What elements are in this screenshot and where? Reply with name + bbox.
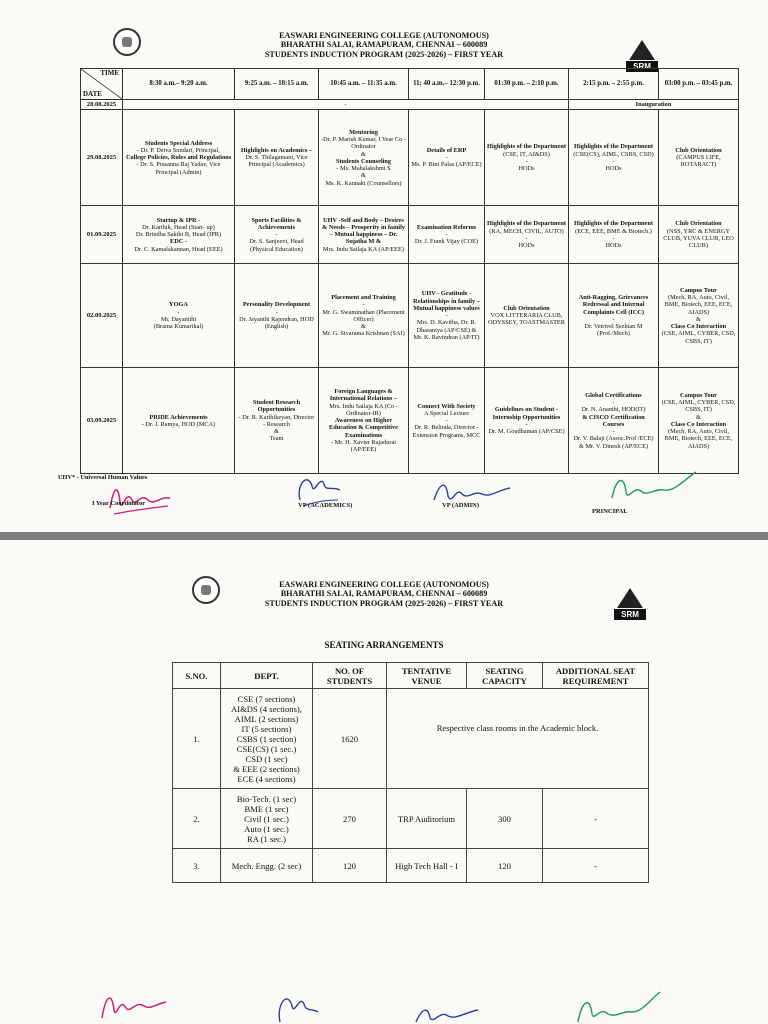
- session-text: -: [612, 234, 615, 242]
- session-text: &: [361, 323, 366, 331]
- session-cell: [659, 264, 739, 368]
- session-text: Dr. Jayanthi Rajendran, HOD (English): [239, 315, 314, 331]
- session-cell: [319, 206, 409, 264]
- session-text: Dr. R. Belinda, Director - Extension Programs, MCC: [412, 424, 481, 439]
- session-text: (CSE, IT, AI&DS): [503, 150, 550, 158]
- session-text: (CSE(CS), AIML, CSBS, CSD): [573, 150, 654, 158]
- srm-logo: SRM: [626, 40, 658, 72]
- session-text: College Policies, Rules and Regulations: [125, 154, 232, 162]
- col-students: NO. OF STUDENTS: [313, 663, 387, 689]
- session-text: Highlights on Academics –: [240, 146, 313, 154]
- session-text: Global Certifications: [585, 391, 642, 399]
- session-cell: [123, 110, 235, 206]
- session-text: -: [275, 231, 278, 239]
- uhv-footnote: UHV* - Universal Human Values: [58, 474, 148, 481]
- session-cell: [319, 110, 409, 206]
- session-cell: [123, 368, 235, 474]
- table-row: [81, 110, 739, 206]
- time-date-corner: TIME DATE: [81, 69, 123, 100]
- session-text: -: [177, 308, 180, 316]
- signature-principal: [572, 988, 662, 1024]
- capacity: 120: [467, 849, 543, 883]
- session-text: Mr. Dayanithi: [160, 315, 197, 323]
- college-address: BHARATHI SALAI, RAMAPURAM, CHENNAI – 600089: [280, 589, 488, 599]
- session-text: -: [525, 157, 528, 165]
- session-text: (CSE, AIML, CYBER, CSD, CSBS, IT): [661, 398, 736, 414]
- session-text: Dr. S. Thilagamani, Vice Principal (Academics): [245, 154, 308, 169]
- inauguration-row: [81, 100, 739, 110]
- session-text: &: [361, 172, 366, 180]
- session-cell: [123, 264, 235, 368]
- session-text: Awareness on Higher Education & Competitive Examinations: [329, 417, 398, 439]
- session-text: -: [445, 154, 448, 162]
- label-vp-admin: VP (ADMIN): [442, 502, 480, 509]
- session-text: Dr. V. Balaji (Assoc.Prof /ECE): [573, 435, 654, 443]
- session-text: Student Research Opportunities: [252, 398, 301, 414]
- slot-6: 2:15 p.m. – 2:55 p.m.: [569, 69, 659, 100]
- session-cell: [409, 206, 485, 264]
- session-text: &: [274, 428, 279, 436]
- table-row: [173, 849, 649, 883]
- session-text: HODs: [605, 242, 622, 250]
- table-row: [81, 368, 739, 474]
- college-name: EASWARI ENGINEERING COLLEGE (AUTONOMOUS): [279, 31, 489, 40]
- session-text: Highlights of the Department: [487, 143, 566, 151]
- session-cell: [569, 264, 659, 368]
- session-text: &: [696, 315, 701, 323]
- session-text: (Brama Kumarikal): [153, 323, 204, 331]
- session-text: -Dr. P. Marish Kumar, I Year Co -Ordinator: [321, 135, 406, 151]
- session-text: Sports Facilities & Achievements: [251, 216, 302, 231]
- session-cell: [485, 206, 569, 264]
- session-text: Class Co Interaction: [670, 323, 727, 331]
- session-text: Guidelines on Student - Internship Opportunities: [492, 406, 561, 421]
- session-cell: [235, 368, 319, 474]
- seating-header-row: [173, 663, 649, 689]
- row-date: 03.09.2025: [81, 368, 123, 474]
- inauguration-blank: -: [123, 100, 569, 110]
- additional: -: [543, 849, 649, 883]
- student-count: 270: [313, 789, 387, 849]
- session-cell: [319, 368, 409, 474]
- table-row: [81, 264, 739, 368]
- slot-1: 8:30 a.m.– 9:20 a.m.: [123, 69, 235, 100]
- session-text: - Dr. J. Ramya, HOD (MCA): [141, 420, 216, 428]
- session-text: (NSS, YRC & ENERGY CLUB, YUVA CLUB, LEO CLUB): [663, 227, 734, 250]
- session-text: Startup & IPR -: [156, 216, 201, 224]
- session-text: -: [525, 420, 528, 428]
- venue: High Tech Hall - I: [387, 849, 467, 883]
- college-name: EASWARI ENGINEERING COLLEGE (AUTONOMOUS): [279, 580, 489, 589]
- seating-table: [172, 662, 649, 883]
- seating-title: SEATING ARRANGEMENTS: [324, 640, 444, 650]
- session-cell: [485, 264, 569, 368]
- program-title: STUDENTS INDUCTION PROGRAM (2025-2026) – FIRST YEAR: [264, 49, 504, 59]
- session-text: Ms. K. Kannaki (Counsellors): [325, 179, 402, 187]
- session-text: & Mr. V. Dinesh (AP/ECE): [578, 442, 649, 450]
- session-text: Personality Development: [242, 301, 311, 309]
- session-text: &: [696, 413, 701, 421]
- signature-vp-academics: [272, 986, 322, 1024]
- student-count: 120: [313, 849, 387, 883]
- session-text: A Special Lecture: [423, 409, 470, 417]
- session-text: Mrs. D. Kavitha, Dr. R. Dharaniya (AP/CSE) &: [416, 319, 477, 334]
- session-text: Examination Reforms: [416, 223, 477, 231]
- session-text: (CAMPUS LIFE, ROTARACT): [676, 154, 721, 169]
- table-row: [81, 206, 739, 264]
- session-text: Mr. K. Ravindran (AP/IT): [413, 334, 480, 342]
- session-text: Club Orientation: [675, 146, 722, 154]
- col-additional: ADDITIONAL SEAT REQUIREMENT: [543, 663, 649, 689]
- slot-5: 01:30 p.m. – 2:10 p.m.: [485, 69, 569, 100]
- seating-page: [0, 540, 768, 1024]
- session-cell: [659, 110, 739, 206]
- label-principal: PRINCIPAL: [592, 508, 628, 515]
- inauguration-label: Inauguration: [569, 100, 739, 110]
- session-text: (CSE, AIML, CYBER, CSD, CSBS, IT): [661, 330, 736, 345]
- session-text: Campus Tour: [680, 286, 717, 294]
- session-text: Dr. N. Ananthi, HOD(IT): [581, 406, 646, 414]
- row-date: 02.09.2025: [81, 264, 123, 368]
- session-text: (Mech, RA, Auto, Civil, BME, Biotech, EEE, ECE, AIADS): [664, 428, 733, 450]
- signature-vp-admin: [412, 1004, 482, 1024]
- session-text: -: [612, 315, 615, 323]
- session-text: -: [445, 312, 448, 320]
- signature-coordinator: [96, 984, 170, 1024]
- venue: TRP Auditorium: [387, 789, 467, 849]
- session-text: - Dr. R. Karthikeyan, Director - Research: [238, 413, 315, 428]
- session-text: Dr. C. Kamalakannan, Head (EEE): [134, 245, 223, 253]
- row-date: 28.08.2025: [81, 100, 123, 110]
- session-text: Dr. Brindha Sakthi B, Head (IPR): [135, 231, 222, 239]
- session-text: Dr. M. Goudhaman (AP/CSE): [488, 428, 565, 436]
- session-text: - Ms. Mahalakshmi S: [336, 165, 391, 173]
- capacity: 300: [467, 789, 543, 849]
- signature-principal: [604, 466, 700, 510]
- session-text: (ECE, EEE, BME & Biotech.): [575, 227, 652, 235]
- session-cell: [485, 110, 569, 206]
- session-cell: [569, 368, 659, 474]
- col-dept: DEPT.: [221, 663, 313, 689]
- session-text: - Dr. P. Deiva Sundari, Principal,: [137, 146, 220, 154]
- slot-4: 11: 40 a.m.– 12:30 p.m.: [409, 69, 485, 100]
- session-cell: [235, 264, 319, 368]
- session-cell: [409, 110, 485, 206]
- induction-timetable: [80, 68, 739, 474]
- session-text: Highlights of the Department: [574, 220, 653, 228]
- slot-7: 03:00 p.m. – 03:45 p.m.: [659, 69, 739, 100]
- session-text: Highlights of the Department: [487, 220, 566, 228]
- sno: 2.: [173, 789, 221, 849]
- session-text: -: [445, 231, 448, 239]
- session-text: Connect With Society: [417, 402, 476, 410]
- sno: 3.: [173, 849, 221, 883]
- session-cell: [409, 264, 485, 368]
- session-text: HODs: [518, 165, 535, 173]
- session-cell: [235, 110, 319, 206]
- session-text: Students Special Address: [144, 139, 213, 147]
- dept-list: Bio-Tech. (1 sec) BME (1 sec) Civil (1 sec.) Auto (1 sec.) RA (1 sec.): [221, 789, 313, 849]
- session-text: -: [612, 428, 615, 436]
- session-text: & CISCO Certification Courses: [582, 413, 645, 428]
- session-text: Dr. S. Sanjeevi, Head (Physical Education): [249, 238, 304, 253]
- session-text: -: [275, 308, 278, 316]
- session-text: Anti-Ragging, Grievances Redressal and Internal Complaints Cell (ICC): [578, 293, 649, 316]
- row-date: 29.08.2025: [81, 110, 123, 206]
- venue: Respective class rooms in the Academic block.: [387, 689, 649, 789]
- label-coordinator: I Year Coordinator: [92, 500, 146, 507]
- session-text: HODs: [605, 165, 622, 173]
- session-cell: [569, 110, 659, 206]
- session-text: PRIDE Achievements: [149, 413, 208, 421]
- session-text: Club Orientation: [675, 220, 722, 228]
- time-slot-header-row: [81, 69, 739, 100]
- session-text: Ms. P. Bini Palas (AP/ECE): [411, 161, 482, 169]
- slot-3: 10:45 a.m. – 11:35 a.m.: [319, 69, 409, 100]
- session-text: Campus Tour: [680, 391, 717, 399]
- program-title: STUDENTS INDUCTION PROGRAM (2025-2026) – FIRST YEAR: [264, 598, 504, 608]
- session-text: YOGA: [169, 301, 188, 309]
- session-text: (RA, MECH, CIVIL, AUTO): [489, 227, 564, 235]
- additional: -: [543, 789, 649, 849]
- session-text: Dr. Vetrivel Sezhian M (Prof./Mech): [584, 323, 643, 338]
- session-text: Mrs. Indu Sailaja KA (AP/EEE): [323, 245, 404, 253]
- srm-emblem-icon: [629, 40, 655, 60]
- session-text: UHV - Gratitude - Relationships in family – Mutual happiness values: [413, 290, 480, 312]
- table-row: [173, 789, 649, 849]
- session-cell: [659, 368, 739, 474]
- session-cell: [319, 264, 409, 368]
- student-count: 1620: [313, 689, 387, 789]
- session-text: Team: [269, 435, 284, 443]
- session-cell: [569, 206, 659, 264]
- session-text: &: [361, 150, 366, 158]
- col-venue: TENTATIVE VENUE: [387, 663, 467, 689]
- session-text: Club Orientation: [503, 304, 550, 312]
- session-text: -: [525, 234, 528, 242]
- session-text: UHV -Self and Body – Desires & Needs – Prosperity in family – Mutual happiness – Dr. Sujatha M &: [322, 216, 405, 246]
- session-cell: [123, 206, 235, 264]
- sno: 1.: [173, 689, 221, 789]
- session-cell: [409, 368, 485, 474]
- session-text: - Dr. S. Prasanna Raj Yadav, Vice Principal (Admin): [136, 161, 221, 176]
- session-text: HODs: [518, 242, 535, 250]
- dept-list: Mech. Engg. (2 sec): [221, 849, 313, 883]
- session-text: -: [612, 398, 615, 406]
- table-row: [173, 689, 649, 789]
- session-text: Highlights of the Department: [574, 143, 653, 151]
- session-text: Students Counseling: [335, 157, 392, 165]
- session-text: - Mr. H. Xavier Rajadurai (AP/EEE): [330, 439, 397, 454]
- session-text: Placement and Training: [331, 293, 396, 301]
- session-cell: [485, 368, 569, 474]
- session-text: EDC -: [170, 238, 187, 246]
- session-text: Class Co Interaction: [670, 420, 727, 428]
- session-text: -: [445, 417, 448, 425]
- session-text: Dr. J. Frank Vijay (COE): [414, 238, 479, 246]
- page-header: [0, 580, 768, 608]
- session-text: Details of ERP: [426, 146, 467, 154]
- col-capacity: SEATING CAPACITY: [467, 663, 543, 689]
- session-text: Mentoring: [349, 128, 378, 136]
- dept-list: CSE (7 sections) AI&DS (4 sections), AIML (2 sections) IT (5 sections) CSBS (1 section) CSE(CS) (1 sec.) CSD (1 sec) & EEE (2 sections) ECE (4 sections): [221, 689, 313, 789]
- label-vp-academics: VP (ACADEMICS): [298, 502, 353, 509]
- session-text: (Mech, RA, Auto, Civil, BME, Biotech, EEE, ECE, AIADS): [664, 293, 733, 316]
- row-date: 01.09.2025: [81, 206, 123, 264]
- session-text: VOX LITTERARIA CLUB, ODYSSEY, TOASTMASTER: [488, 312, 565, 327]
- session-text: -: [362, 301, 365, 309]
- session-text: Mr. G. Swaminathan (Placement Officer): [322, 308, 405, 323]
- col-sno: S.NO.: [173, 663, 221, 689]
- session-text: Dr. Karthik, Head (Start- up): [142, 223, 215, 231]
- slot-2: 9:25 a.m. – 10:15 a.m.: [235, 69, 319, 100]
- session-text: -: [612, 157, 615, 165]
- srm-emblem-icon: [617, 588, 643, 608]
- srm-logo: SRM: [614, 588, 646, 620]
- session-cell: [235, 206, 319, 264]
- session-text: Foreign Languages & International Relations –: [329, 387, 398, 403]
- college-address: BHARATHI SALAI, RAMAPURAM, CHENNAI – 600089: [280, 40, 488, 50]
- session-text: Mr. G. Sivarama Krishnan (SAI): [322, 330, 405, 338]
- session-text: Mrs. Indu Sailaja KA (Co -Ordinator-IR): [329, 402, 398, 417]
- session-cell: [659, 206, 739, 264]
